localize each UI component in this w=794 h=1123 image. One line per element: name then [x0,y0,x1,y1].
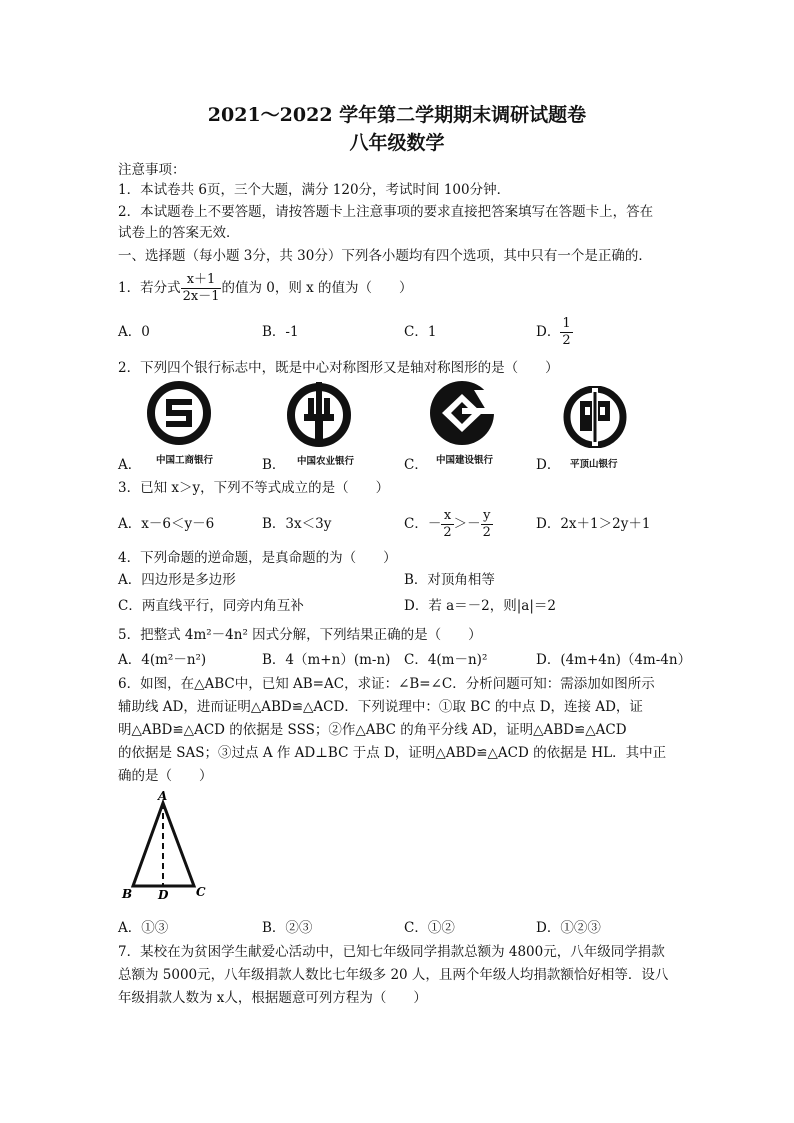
q5-option-b: B．4（m+n）(m-n) [262,652,391,668]
q1-frac-den: 2x－1 [182,289,220,304]
q5-option-a: A．4(m²－n²) [118,652,207,668]
q1-option-d-label: D． [536,324,561,340]
q6-option-c: C．①② [404,920,455,936]
q4-option-c: C．两直线平行，同旁内角互补 [118,598,304,614]
section1-heading: 一、选择题（每小题 3分，共 30分）下列各小题均有四个选项，其中只有一个是正确的． [118,248,652,264]
q1-stem-pre: 1．若分式 [118,280,181,296]
q6-line3: 明△ABD≌△ACD 的依据是 SSS；②作△ABC 的角平分线 AD，证明△ABD≌△ACD [118,722,627,738]
logo-c-caption: 中国建设银行 [436,455,494,466]
logo-b-caption: 中国农业银行 [297,456,355,467]
q3-option-a: A．x－6＜y－6 [118,516,215,532]
pingdingshan-bank-logo-icon [562,386,628,448]
q6-line2: 辅助线 AD，进而证明△ABD≌△ACD．下列说理中：①取 BC 的中点 D，连接 AD，证 [118,699,643,715]
q1-option-b: B．-1 [262,324,299,340]
q6-option-d: D．①②③ [536,920,601,936]
notes-line2b: 试卷上的答案无效． [118,225,240,241]
q1-option-d [536,314,573,350]
q1-d-den: 2 [562,333,571,348]
q1-fraction [181,272,222,305]
q4-stem: 4．下列命题的逆命题，是真命题的为（ ） [118,550,397,566]
q6-line5: 确的是（ ） [118,768,213,784]
q7-line3: 年级捐款人数为 x人，根据题意可列方程为（ ） [118,990,427,1006]
q7-line2: 总额为 5000元，八年级捐款人数比七年级多 20 人，且两个年级人均捐款额恰好相等．设八 [118,967,669,983]
exam-title: 2021～2022 学年第二学期期末调研试题卷 [207,104,587,126]
q4-option-a: A．四边形是多边形 [118,572,236,588]
point-d-label: D [158,888,169,902]
q4-option-b: B．对顶角相等 [404,572,495,588]
vertex-a-label: A [158,789,168,803]
q1-option-a: A．0 [118,324,150,340]
q6-option-a: A．①③ [118,920,169,936]
q3-stem: 3．已知 x＞y，下列不等式成立的是（ ） [118,480,390,496]
vertex-c-label: C [196,885,206,899]
q2-stem: 2．下列四个银行标志中，既是中心对称图形又是轴对称图形的是（ ） [118,360,559,376]
q1-frac-num: x＋1 [181,272,222,289]
q3-c-den1: 2 [443,525,452,540]
q3-option-d: D．2x＋1＞2y＋1 [536,516,651,532]
q3-c-den2: 2 [482,525,491,540]
q3-option-b: B．3x＜3y [262,516,332,532]
q6-line1: 6．如图，在△ABC中，已知 AB=AC，求证：∠B=∠C．分析问题可知：需添加如图所示 [118,676,655,692]
q2-option-a: A． [118,457,142,473]
notes-line2a: 2．本试题卷上不要答题，请按答题卡上注意事项的要求直接把答案填写在答题卡上，答在 [118,204,654,220]
ccb-logo-icon [428,380,496,446]
abc-bank-logo-icon [286,380,352,448]
notes-heading: 注意事项： [118,162,186,178]
q7-line1: 7．某校在为贫困学生献爱心活动中，已知七年级同学捐款总额为 4800元，八年级同学捐款 [118,944,665,960]
q3-c-mid: ＞－ [453,516,481,532]
q3-option-c [404,506,493,542]
q5-option-c: C．4(m－n)² [404,652,488,668]
logo-d-caption: 平顶山银行 [570,459,618,470]
q1-d-num: 1 [562,316,571,331]
q5-stem: 5．把整式 4m²－4n² 因式分解，下列结果正确的是（ ） [118,627,482,643]
q1-stem [118,270,413,306]
q3-c-frac1 [441,508,453,541]
q3-c-num2: y [481,508,493,525]
q2-option-d: D． [536,457,561,473]
exam-subtitle: 八年级数学 [349,132,445,154]
q3-c-label: C．－ [404,516,442,532]
q3-c-frac2 [481,508,493,541]
q6-option-b: B．②③ [262,920,313,936]
q2-option-b: B． [262,457,286,473]
vertex-b-label: B [122,887,133,901]
q5-option-d: D．(4m+4n)（4m-4n） [536,652,692,668]
logo-a-caption: 中国工商银行 [156,455,214,466]
q1-option-c: C．1 [404,324,437,340]
q2-option-c: C． [404,457,428,473]
icbc-logo-icon [146,380,212,446]
q1-option-d-fraction [560,316,572,349]
q4-option-d: D．若 a＝－2，则|a|＝2 [404,598,556,614]
q3-c-num1: x [441,508,453,525]
q1-stem-post: 的值为 0，则 x 的值为（ ） [221,280,413,296]
triangle-figure [118,788,218,904]
notes-line1: 1．本试卷共 6页，三个大题，满分 120分，考试时间 100分钟． [118,182,511,198]
q6-line4: 的依据是 SAS；③过点 A 作 AD⊥BC 于点 D，证明△ABD≌△ACD 的依据是 HL．其中正 [118,745,667,761]
